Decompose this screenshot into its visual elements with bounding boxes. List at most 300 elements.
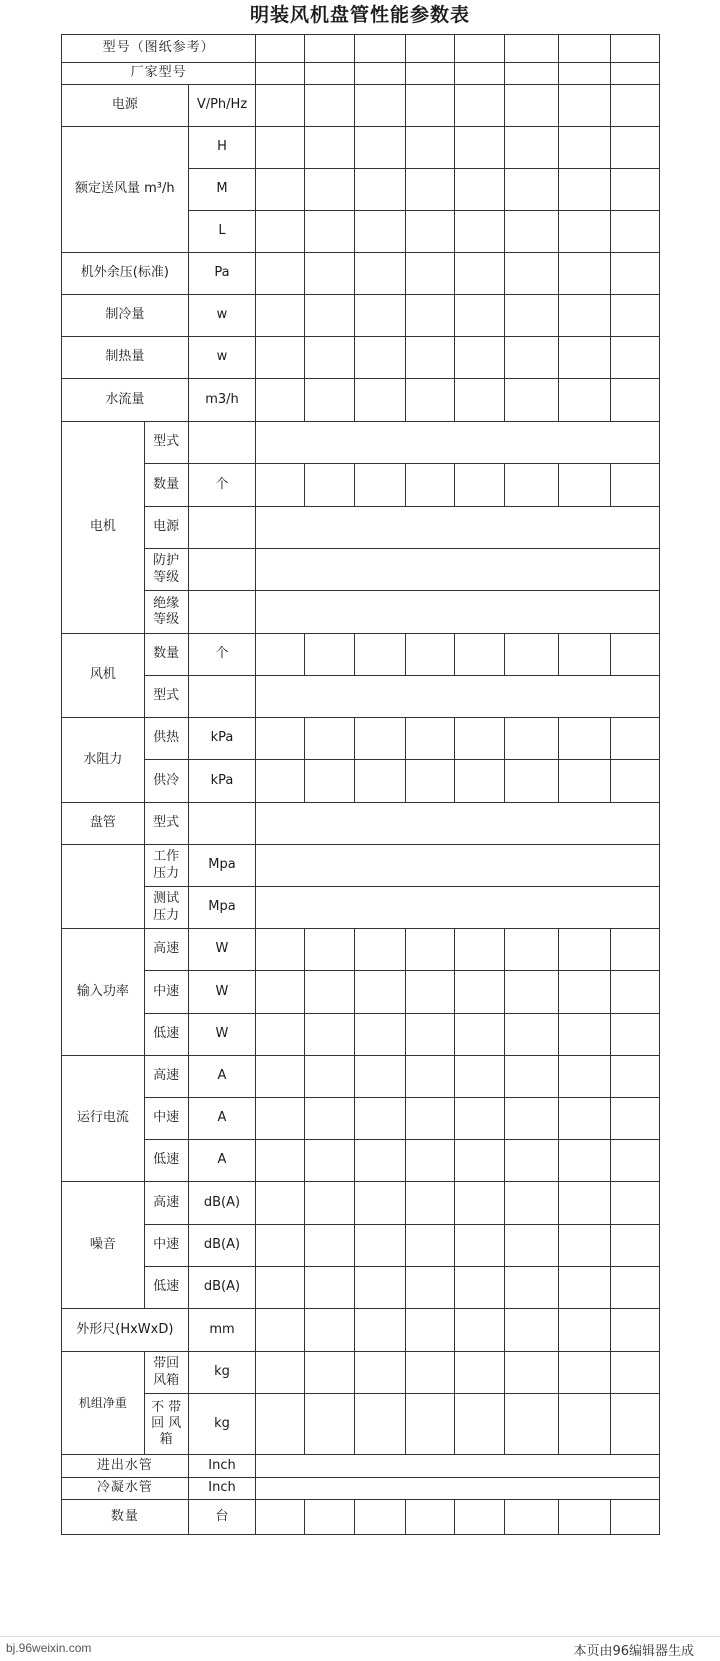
motor-qty-unit: 个 bbox=[188, 464, 256, 507]
table-row-noise-high bbox=[62, 1182, 660, 1225]
cell[interactable] bbox=[610, 85, 659, 127]
cell[interactable] bbox=[610, 1182, 659, 1225]
cell[interactable] bbox=[505, 1309, 559, 1352]
cell[interactable] bbox=[355, 35, 405, 63]
cell[interactable] bbox=[256, 1056, 304, 1098]
noise-label: 噪音 bbox=[62, 1182, 145, 1309]
cell[interactable] bbox=[505, 634, 559, 676]
coil-type-label: 型式 bbox=[144, 803, 188, 845]
merged-cell[interactable] bbox=[256, 422, 660, 464]
cell[interactable] bbox=[559, 1140, 611, 1182]
cell[interactable] bbox=[505, 63, 559, 85]
cell[interactable] bbox=[405, 1267, 454, 1309]
input-power-unit: W bbox=[188, 971, 256, 1014]
fan-label: 风机 bbox=[62, 634, 145, 718]
table-row-heating bbox=[62, 337, 660, 379]
cell[interactable] bbox=[559, 379, 611, 422]
cell[interactable] bbox=[355, 1140, 405, 1182]
footer-generator-note: 本页由96编辑器生成 bbox=[573, 1644, 694, 1659]
cell[interactable] bbox=[304, 337, 354, 379]
cell[interactable] bbox=[610, 1225, 659, 1267]
cell[interactable] bbox=[188, 507, 256, 549]
condensate-unit: Inch bbox=[188, 1478, 256, 1500]
cell[interactable] bbox=[454, 1056, 504, 1098]
cell[interactable] bbox=[304, 35, 354, 63]
spec-table-body bbox=[62, 35, 660, 1535]
pipe-in-out-unit: Inch bbox=[188, 1455, 256, 1478]
footer-site-link[interactable]: bj.96weixin.com bbox=[6, 1641, 92, 1655]
cell[interactable] bbox=[505, 1500, 559, 1535]
cell[interactable] bbox=[454, 1394, 504, 1455]
merged-cell[interactable] bbox=[256, 549, 660, 591]
cell[interactable] bbox=[355, 63, 405, 85]
cell[interactable] bbox=[559, 1500, 611, 1535]
table-row-pipe-in-out bbox=[62, 1455, 660, 1478]
cell[interactable] bbox=[355, 1098, 405, 1140]
cell[interactable] bbox=[256, 1225, 304, 1267]
table-row-input-power-mid bbox=[62, 971, 660, 1014]
coil-work-pressure-unit: Mpa bbox=[188, 845, 256, 887]
cell[interactable] bbox=[304, 1056, 354, 1098]
net-weight-label: 机组净重 bbox=[62, 1352, 145, 1455]
cell[interactable] bbox=[256, 1309, 304, 1352]
cell[interactable] bbox=[454, 1098, 504, 1140]
cell[interactable] bbox=[505, 127, 559, 169]
cell[interactable] bbox=[304, 169, 354, 211]
cell[interactable] bbox=[355, 1500, 405, 1535]
airflow-h: H bbox=[188, 127, 256, 169]
cell[interactable] bbox=[355, 211, 405, 253]
cell[interactable] bbox=[405, 1014, 454, 1056]
cell[interactable] bbox=[405, 971, 454, 1014]
merged-cell[interactable] bbox=[256, 591, 660, 634]
cell[interactable] bbox=[405, 1182, 454, 1225]
merged-cell[interactable] bbox=[256, 845, 660, 887]
cell[interactable] bbox=[559, 971, 611, 1014]
cell[interactable] bbox=[505, 1056, 559, 1098]
merged-cell[interactable] bbox=[256, 1478, 660, 1500]
table-row-motor-insulation bbox=[62, 591, 660, 634]
airflow-m: M bbox=[188, 169, 256, 211]
cell[interactable] bbox=[505, 35, 559, 63]
cell[interactable] bbox=[304, 929, 354, 971]
cell[interactable] bbox=[405, 379, 454, 422]
dimensions-unit: mm bbox=[188, 1309, 256, 1352]
cell[interactable] bbox=[304, 634, 354, 676]
cell[interactable] bbox=[559, 127, 611, 169]
cell[interactable] bbox=[304, 63, 354, 85]
cell[interactable] bbox=[304, 464, 354, 507]
table-row-motor-type bbox=[62, 422, 660, 464]
table-row-condensate bbox=[62, 1478, 660, 1500]
empty-cell bbox=[62, 845, 145, 929]
table-row-noise-low bbox=[62, 1267, 660, 1309]
cell[interactable] bbox=[454, 63, 504, 85]
cell[interactable] bbox=[304, 1014, 354, 1056]
cell[interactable] bbox=[405, 1394, 454, 1455]
cell[interactable] bbox=[256, 169, 304, 211]
net-weight-unit: kg bbox=[188, 1352, 256, 1394]
cell[interactable] bbox=[610, 169, 659, 211]
cell[interactable] bbox=[304, 127, 354, 169]
cell[interactable] bbox=[559, 1014, 611, 1056]
cell[interactable] bbox=[256, 1182, 304, 1225]
cell[interactable] bbox=[256, 379, 304, 422]
table-row-current-mid bbox=[62, 1098, 660, 1140]
coil-work-pressure-label: 工作 压力 bbox=[144, 845, 188, 887]
cell[interactable] bbox=[256, 464, 304, 507]
table-row-cooling bbox=[62, 295, 660, 337]
cell[interactable] bbox=[559, 718, 611, 760]
cell[interactable] bbox=[355, 1394, 405, 1455]
cell[interactable] bbox=[505, 169, 559, 211]
cell[interactable] bbox=[405, 464, 454, 507]
merged-cell[interactable] bbox=[256, 676, 660, 718]
dimensions-label: 外形尺(HxWxD) bbox=[62, 1309, 189, 1352]
water-resist-heat-unit: kPa bbox=[188, 718, 256, 760]
table-row-power-supply bbox=[62, 85, 660, 127]
cell[interactable] bbox=[355, 1014, 405, 1056]
esp-unit: Pa bbox=[188, 253, 256, 295]
heating-unit: w bbox=[188, 337, 256, 379]
cell[interactable] bbox=[355, 337, 405, 379]
merged-cell[interactable] bbox=[256, 887, 660, 929]
table-row-motor-qty bbox=[62, 464, 660, 507]
cell[interactable] bbox=[454, 1352, 504, 1394]
cell[interactable] bbox=[256, 295, 304, 337]
cell[interactable] bbox=[304, 211, 354, 253]
cell[interactable] bbox=[454, 760, 504, 803]
cell[interactable] bbox=[454, 718, 504, 760]
cell[interactable] bbox=[405, 1140, 454, 1182]
cell[interactable] bbox=[355, 85, 405, 127]
coil-test-pressure-label: 测试 压力 bbox=[144, 887, 188, 929]
cell[interactable] bbox=[454, 1182, 504, 1225]
merged-cell[interactable] bbox=[256, 803, 660, 845]
cell[interactable] bbox=[355, 1225, 405, 1267]
cell[interactable] bbox=[304, 1140, 354, 1182]
cell[interactable] bbox=[304, 1394, 354, 1455]
cell[interactable] bbox=[559, 760, 611, 803]
cell[interactable] bbox=[256, 1352, 304, 1394]
spec-table bbox=[61, 34, 660, 1535]
cell[interactable] bbox=[454, 929, 504, 971]
cell[interactable] bbox=[454, 1267, 504, 1309]
cell[interactable] bbox=[355, 253, 405, 295]
cell[interactable] bbox=[610, 1140, 659, 1182]
cell[interactable] bbox=[304, 971, 354, 1014]
cell[interactable] bbox=[505, 718, 559, 760]
cell[interactable] bbox=[454, 169, 504, 211]
quantity-label: 数量 bbox=[62, 1500, 189, 1535]
cell[interactable] bbox=[610, 337, 659, 379]
cell[interactable] bbox=[405, 295, 454, 337]
cell[interactable] bbox=[454, 337, 504, 379]
cell[interactable] bbox=[505, 464, 559, 507]
cell[interactable] bbox=[405, 63, 454, 85]
cell[interactable] bbox=[505, 253, 559, 295]
cell[interactable] bbox=[559, 634, 611, 676]
cell[interactable] bbox=[188, 803, 256, 845]
cell[interactable] bbox=[559, 1056, 611, 1098]
cell[interactable] bbox=[454, 211, 504, 253]
cell[interactable] bbox=[304, 1352, 354, 1394]
cell[interactable] bbox=[610, 211, 659, 253]
water-resist-heat-label: 供热 bbox=[144, 718, 188, 760]
cell[interactable] bbox=[405, 1056, 454, 1098]
water-flow-unit: m3/h bbox=[188, 379, 256, 422]
cell[interactable] bbox=[505, 295, 559, 337]
cell[interactable] bbox=[505, 85, 559, 127]
cell[interactable] bbox=[505, 929, 559, 971]
input-power-label: 输入功率 bbox=[62, 929, 145, 1056]
cell[interactable] bbox=[405, 85, 454, 127]
cell[interactable] bbox=[610, 760, 659, 803]
cell[interactable] bbox=[610, 1500, 659, 1535]
cell[interactable] bbox=[505, 1014, 559, 1056]
cell[interactable] bbox=[505, 1182, 559, 1225]
weight-with-box-label: 带回 风箱 bbox=[144, 1352, 188, 1394]
cell[interactable] bbox=[256, 1394, 304, 1455]
cell[interactable] bbox=[188, 422, 256, 464]
cell[interactable] bbox=[256, 760, 304, 803]
cell[interactable] bbox=[304, 1309, 354, 1352]
motor-type-label: 型式 bbox=[144, 422, 188, 464]
cell[interactable] bbox=[405, 1098, 454, 1140]
cell[interactable] bbox=[405, 127, 454, 169]
cell[interactable] bbox=[610, 1014, 659, 1056]
pipe-in-out-label: 进出水管 bbox=[62, 1455, 189, 1478]
cell[interactable] bbox=[559, 1225, 611, 1267]
cell[interactable] bbox=[256, 634, 304, 676]
cell[interactable] bbox=[355, 379, 405, 422]
cell[interactable] bbox=[559, 253, 611, 295]
cell[interactable] bbox=[559, 211, 611, 253]
cell[interactable] bbox=[304, 1267, 354, 1309]
cell[interactable] bbox=[610, 464, 659, 507]
cell[interactable] bbox=[405, 337, 454, 379]
table-row-water-resist-heat bbox=[62, 718, 660, 760]
noise-high-label: 高速 bbox=[144, 1182, 188, 1225]
cell[interactable] bbox=[454, 127, 504, 169]
cell[interactable] bbox=[505, 1225, 559, 1267]
table-row-airflow-h bbox=[62, 127, 660, 169]
cell[interactable] bbox=[559, 85, 611, 127]
cell[interactable] bbox=[304, 1500, 354, 1535]
condensate-label: 冷凝水管 bbox=[62, 1478, 189, 1500]
merged-cell[interactable] bbox=[256, 507, 660, 549]
table-row-current-low bbox=[62, 1140, 660, 1182]
cell[interactable] bbox=[256, 1267, 304, 1309]
cell[interactable] bbox=[610, 1098, 659, 1140]
cell[interactable] bbox=[256, 253, 304, 295]
cell[interactable] bbox=[304, 1182, 354, 1225]
cell[interactable] bbox=[454, 1014, 504, 1056]
cell[interactable] bbox=[355, 971, 405, 1014]
table-row-weight-with-box bbox=[62, 1352, 660, 1394]
table-row-fan-qty bbox=[62, 634, 660, 676]
cell[interactable] bbox=[355, 464, 405, 507]
cell[interactable] bbox=[454, 85, 504, 127]
cell[interactable] bbox=[256, 337, 304, 379]
cell[interactable] bbox=[610, 634, 659, 676]
cell[interactable] bbox=[505, 1352, 559, 1394]
cell[interactable] bbox=[559, 337, 611, 379]
noise-unit: dB(A) bbox=[188, 1225, 256, 1267]
table-row-coil-type bbox=[62, 803, 660, 845]
cell[interactable] bbox=[559, 169, 611, 211]
input-power-low-label: 低速 bbox=[144, 1014, 188, 1056]
cell[interactable] bbox=[355, 169, 405, 211]
cell[interactable] bbox=[610, 929, 659, 971]
cell[interactable] bbox=[256, 929, 304, 971]
cell[interactable] bbox=[304, 1098, 354, 1140]
cell[interactable] bbox=[559, 1309, 611, 1352]
current-label: 运行电流 bbox=[62, 1056, 145, 1182]
cell[interactable] bbox=[188, 591, 256, 634]
current-low-label: 低速 bbox=[144, 1140, 188, 1182]
cell[interactable] bbox=[405, 1352, 454, 1394]
cell[interactable] bbox=[559, 1394, 611, 1455]
cell[interactable] bbox=[355, 929, 405, 971]
motor-insulation-label: 绝缘 等级 bbox=[144, 591, 188, 634]
cell[interactable] bbox=[355, 1352, 405, 1394]
cell[interactable] bbox=[559, 1352, 611, 1394]
cell[interactable] bbox=[610, 1056, 659, 1098]
cell[interactable] bbox=[505, 1267, 559, 1309]
cell[interactable] bbox=[256, 85, 304, 127]
cell[interactable] bbox=[454, 1500, 504, 1535]
cell[interactable] bbox=[405, 253, 454, 295]
current-mid-label: 中速 bbox=[144, 1098, 188, 1140]
cell[interactable] bbox=[505, 1394, 559, 1455]
cell[interactable] bbox=[454, 253, 504, 295]
cell[interactable] bbox=[405, 35, 454, 63]
cell[interactable] bbox=[405, 169, 454, 211]
cell[interactable] bbox=[454, 464, 504, 507]
cell[interactable] bbox=[256, 1140, 304, 1182]
cell[interactable] bbox=[610, 35, 659, 63]
cell[interactable] bbox=[505, 1140, 559, 1182]
cell[interactable] bbox=[559, 464, 611, 507]
cell[interactable] bbox=[405, 929, 454, 971]
cell[interactable] bbox=[355, 634, 405, 676]
cell[interactable] bbox=[256, 1500, 304, 1535]
weight-without-box-label: 不 带 回 风 箱 bbox=[144, 1394, 188, 1455]
cell[interactable] bbox=[454, 35, 504, 63]
cell[interactable] bbox=[355, 127, 405, 169]
cell[interactable] bbox=[304, 379, 354, 422]
cell[interactable] bbox=[454, 1225, 504, 1267]
cell[interactable] bbox=[559, 929, 611, 971]
cell[interactable] bbox=[256, 127, 304, 169]
cell[interactable] bbox=[610, 1267, 659, 1309]
cell[interactable] bbox=[188, 676, 256, 718]
cell[interactable] bbox=[610, 718, 659, 760]
cooling-unit: w bbox=[188, 295, 256, 337]
water-resist-cool-unit: kPa bbox=[188, 760, 256, 803]
cell[interactable] bbox=[256, 63, 304, 85]
cell[interactable] bbox=[454, 634, 504, 676]
merged-cell[interactable] bbox=[256, 1455, 660, 1478]
cell[interactable] bbox=[559, 1182, 611, 1225]
cell[interactable] bbox=[454, 295, 504, 337]
cell[interactable] bbox=[355, 1267, 405, 1309]
cell[interactable] bbox=[505, 760, 559, 803]
cell[interactable] bbox=[610, 63, 659, 85]
cell[interactable] bbox=[559, 63, 611, 85]
cell[interactable] bbox=[355, 1182, 405, 1225]
cell[interactable] bbox=[355, 1056, 405, 1098]
cell[interactable] bbox=[559, 35, 611, 63]
cell[interactable] bbox=[610, 1394, 659, 1455]
cell[interactable] bbox=[304, 760, 354, 803]
cell[interactable] bbox=[256, 35, 304, 63]
cell[interactable] bbox=[610, 1352, 659, 1394]
noise-unit: dB(A) bbox=[188, 1267, 256, 1309]
cell[interactable] bbox=[610, 971, 659, 1014]
cell[interactable] bbox=[405, 211, 454, 253]
cell[interactable] bbox=[454, 971, 504, 1014]
cell[interactable] bbox=[405, 1309, 454, 1352]
table-row-weight-without-box bbox=[62, 1394, 660, 1455]
cell[interactable] bbox=[355, 760, 405, 803]
cell[interactable] bbox=[405, 634, 454, 676]
current-unit: A bbox=[188, 1056, 256, 1098]
cell[interactable] bbox=[610, 127, 659, 169]
input-power-unit: W bbox=[188, 1014, 256, 1056]
cell[interactable] bbox=[505, 379, 559, 422]
cell[interactable] bbox=[256, 211, 304, 253]
cell[interactable] bbox=[304, 718, 354, 760]
cell[interactable] bbox=[559, 1098, 611, 1140]
cell[interactable] bbox=[454, 1309, 504, 1352]
cell[interactable] bbox=[256, 1098, 304, 1140]
cell[interactable] bbox=[304, 1225, 354, 1267]
cell[interactable] bbox=[355, 295, 405, 337]
cell[interactable] bbox=[505, 337, 559, 379]
cell[interactable] bbox=[610, 295, 659, 337]
net-weight-unit: kg bbox=[188, 1394, 256, 1455]
cell[interactable] bbox=[405, 1225, 454, 1267]
cell[interactable] bbox=[405, 718, 454, 760]
coil-test-pressure-unit: Mpa bbox=[188, 887, 256, 929]
cell[interactable] bbox=[355, 718, 405, 760]
cell[interactable] bbox=[505, 211, 559, 253]
cell[interactable] bbox=[188, 549, 256, 591]
cell[interactable] bbox=[256, 1014, 304, 1056]
cell[interactable] bbox=[405, 760, 454, 803]
cell[interactable] bbox=[256, 718, 304, 760]
noise-mid-label: 中速 bbox=[144, 1225, 188, 1267]
cell[interactable] bbox=[610, 379, 659, 422]
cell[interactable] bbox=[610, 1309, 659, 1352]
cell[interactable] bbox=[454, 379, 504, 422]
cell[interactable] bbox=[454, 1140, 504, 1182]
cell[interactable] bbox=[610, 253, 659, 295]
cell[interactable] bbox=[304, 253, 354, 295]
cell[interactable] bbox=[505, 971, 559, 1014]
cell[interactable] bbox=[256, 971, 304, 1014]
cell[interactable] bbox=[559, 295, 611, 337]
cell[interactable] bbox=[304, 85, 354, 127]
cell[interactable] bbox=[405, 1500, 454, 1535]
cell[interactable] bbox=[505, 1098, 559, 1140]
cell[interactable] bbox=[304, 295, 354, 337]
cell[interactable] bbox=[559, 1267, 611, 1309]
cell[interactable] bbox=[355, 1309, 405, 1352]
table-row-water-flow bbox=[62, 379, 660, 422]
